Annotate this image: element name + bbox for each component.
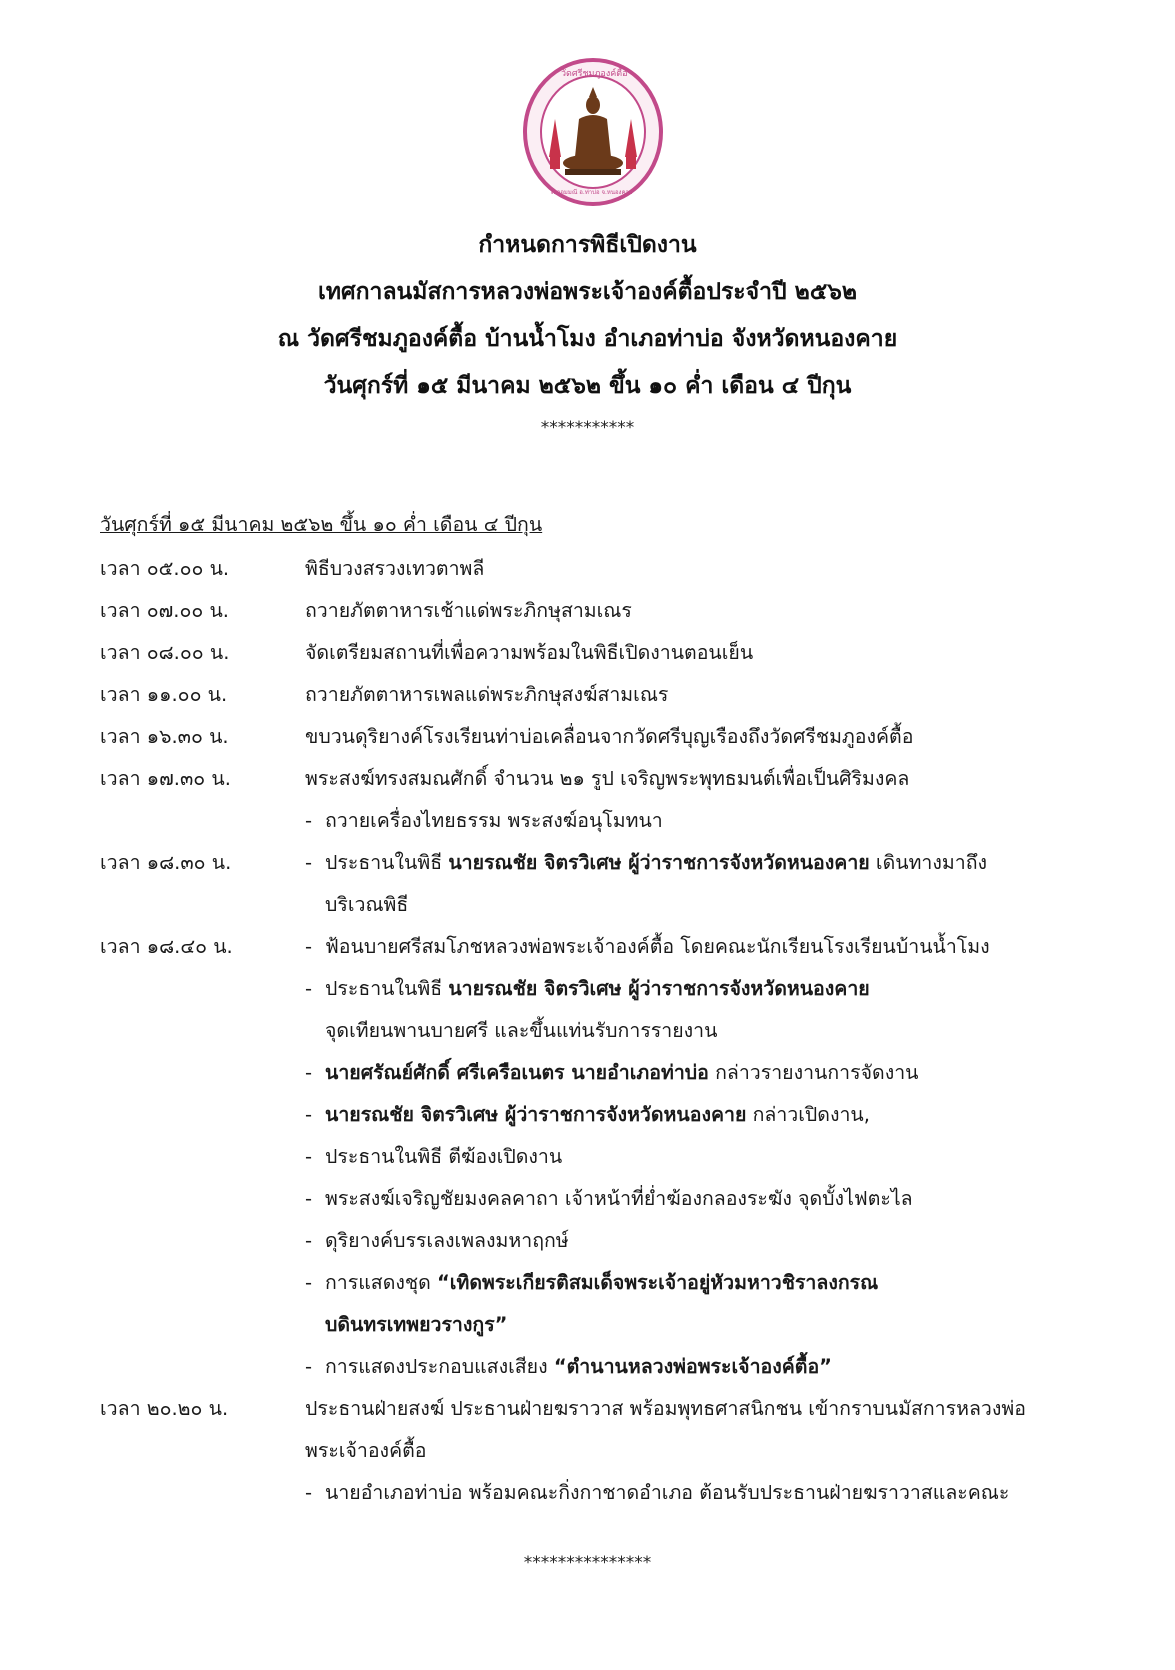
bullet-dash: - (305, 1187, 313, 1210)
schedule-text: ถวายภัตตาหารเช้าแด่พระภิกษุสามเณร (305, 599, 632, 622)
performance-title: “เทิดพระเกียรติสมเด็จพระเจ้าอยู่หัวมหาวชิราลงกรณ (436, 1271, 879, 1294)
schedule-continuation: พระเจ้าองค์ตื้อ (305, 1439, 427, 1462)
schedule-subitem: กล่าวรายงานการจัดงาน (708, 1061, 919, 1084)
schedule-continuation: จุดเทียนพานบายศรี และขึ้นแท่นรับการรายงาน (325, 1019, 718, 1042)
schedule-subitem: ถวายเครื่องไทยธรรม พระสงฆ์อนุโมทนา (325, 809, 663, 832)
schedule-time: เวลา ๒๐.๒๐ น. (100, 1397, 229, 1420)
schedule-row (100, 548, 1100, 590)
schedule-subitem: ประธานในพิธี ตีฆ้องเปิดงาน (325, 1145, 563, 1168)
official-name: นายรณชัย จิตรวิเศษ ผู้ว่าราชการจังหวัดหนองคาย (448, 851, 870, 874)
schedule-text: เดินทางมาถึง (869, 851, 988, 874)
title-line-1: กำหนดการพิธีเปิดงาน (478, 232, 697, 258)
title-line-3: ณ วัดศรีชมภูองค์ตื้อ บ้านน้ำโมง อำเภอท่าบ่อ จังหวัดหนองคาย (277, 326, 898, 352)
schedule-time: เวลา ๐๗.๐๐ น. (100, 599, 230, 622)
schedule-text: ถวายภัตตาหารเพลแด่พระภิกษุสงฆ์สามเณร (305, 683, 669, 706)
title-block (0, 222, 1175, 410)
official-name: นายรณชัย จิตรวิเศษ ผู้ว่าราชการจังหวัดหนองคาย (448, 977, 870, 1000)
bullet-dash: - (305, 1145, 313, 1168)
schedule-text: ประธานฝ่ายสงฆ์ ประธานฝ่ายฆราวาส พร้อมพุทธศาสนิกชน เข้ากราบนมัสการหลวงพ่อ (305, 1397, 1026, 1420)
schedule-text: พิธีบวงสรวงเทวตาพลี (305, 557, 485, 580)
bullet-dash: - (305, 1103, 313, 1126)
schedule-row (100, 716, 1100, 758)
schedule-subitem: พระสงฆ์เจริญชัยมงคลคาถา เจ้าหน้าที่ย่ำฆ้องกลองระฆัง จุดบั้งไฟตะไล (325, 1187, 913, 1210)
schedule-time: เวลา ๑๗.๓๐ น. (100, 767, 231, 790)
schedule-continuation: บริเวณพิธี (325, 893, 409, 916)
schedule-subitem: ดุริยางค์บรรเลงเพลงมหาฤกษ์ (325, 1229, 569, 1252)
schedule-date-heading: วันศุกร์ที่ ๑๕ มีนาคม ๒๕๖๒ ขึ้น ๑๐ ค่ำ เดือน ๔ ปีกุน (100, 513, 543, 536)
bullet-dash: - (305, 1271, 313, 1294)
schedule (100, 510, 1100, 1514)
title-line-2: เทศกาลนมัสการหลวงพ่อพระเจ้าองค์ตื้อประจำปี ๒๕๖๒ (318, 279, 857, 305)
bullet-dash: - (305, 977, 313, 1000)
schedule-text: ประธานในพิธี (325, 851, 449, 874)
schedule-subitem: กล่าวเปิดงาน, (746, 1103, 870, 1126)
bullet-dash: - (305, 935, 313, 958)
schedule-time: เวลา ๑๑.๐๐ น. (100, 683, 228, 706)
schedule-subitem: การแสดงประกอบแสงเสียง (325, 1355, 554, 1378)
schedule-time: เวลา ๐๕.๐๐ น. (100, 557, 230, 580)
schedule-row (100, 842, 1100, 926)
performance-title-continuation: บดินทรเทพยวรางกูร” (325, 1313, 508, 1336)
bullet-dash: - (305, 1061, 313, 1084)
official-name: นายศรัณย์ศักดิ์ ศรีเครือเนตร นายอำเภอท่าบ่อ (325, 1061, 709, 1084)
schedule-row (100, 1388, 1100, 1514)
temple-logo (521, 57, 665, 207)
schedule-time: เวลา ๑๘.๔๐ น. (100, 935, 233, 958)
schedule-subitem: ประธานในพิธี (325, 977, 449, 1000)
schedule-subitem: นายอำเภอท่าบ่อ พร้อมคณะกิ่งกาชาดอำเภอ ต้อนรับประธานฝ่ายฆราวาสและคณะ (325, 1481, 1010, 1504)
schedule-subitem: การแสดงชุด (325, 1271, 437, 1294)
divider-stars: *********** (540, 418, 635, 438)
schedule-row (100, 926, 1100, 1388)
schedule-time: เวลา ๑๖.๓๐ น. (100, 725, 229, 748)
schedule-text: จัดเตรียมสถานที่เพื่อความพร้อมในพิธีเปิดงานตอนเย็น (305, 641, 754, 664)
bullet-dash: - (305, 1481, 313, 1504)
schedule-text: ขบวนดุริยางค์โรงเรียนท่าบ่อเคลื่อนจากวัดศรีบุญเรืองถึงวัดศรีชมภูองค์ตื้อ (305, 725, 914, 748)
performance-title: “ตำนานหลวงพ่อพระเจ้าองค์ตื้อ” (553, 1355, 833, 1378)
schedule-row (100, 590, 1100, 632)
schedule-row (100, 674, 1100, 716)
end-stars: *************** (523, 1553, 652, 1573)
schedule-subitem: ฟ้อนบายศรีสมโภชหลวงพ่อพระเจ้าองค์ตื้อ โดยคณะนักเรียนโรงเรียนบ้านน้ำโมง (325, 935, 990, 958)
bullet-dash: - (305, 809, 313, 832)
schedule-row (100, 632, 1100, 674)
schedule-time: เวลา ๐๘.๐๐ น. (100, 641, 230, 664)
logo-ring-text-bottom: ต.จอมมณี อ.ท่าบ่อ จ.หนองคาย (551, 189, 633, 196)
schedule-row (100, 758, 1100, 842)
bullet-dash: - (305, 1229, 313, 1252)
title-line-4: วันศุกร์ที่ ๑๕ มีนาคม ๒๕๖๒ ขึ้น ๑๐ ค่ำ เดือน ๔ ปีกุน (323, 373, 852, 399)
bullet-dash: - (305, 851, 313, 874)
official-name: นายรณชัย จิตรวิเศษ ผู้ว่าราชการจังหวัดหนองคาย (325, 1103, 747, 1126)
schedule-time: เวลา ๑๘.๓๐ น. (100, 851, 232, 874)
schedule-text: พระสงฆ์ทรงสมณศักดิ์ จำนวน ๒๑ รูป เจริญพระพุทธมนต์เพื่อเป็นศิริมงคล (305, 767, 910, 790)
logo-ring-text-top: วัดศรีชมภูองค์ตื้อ (561, 69, 628, 79)
bullet-dash: - (305, 1355, 313, 1378)
